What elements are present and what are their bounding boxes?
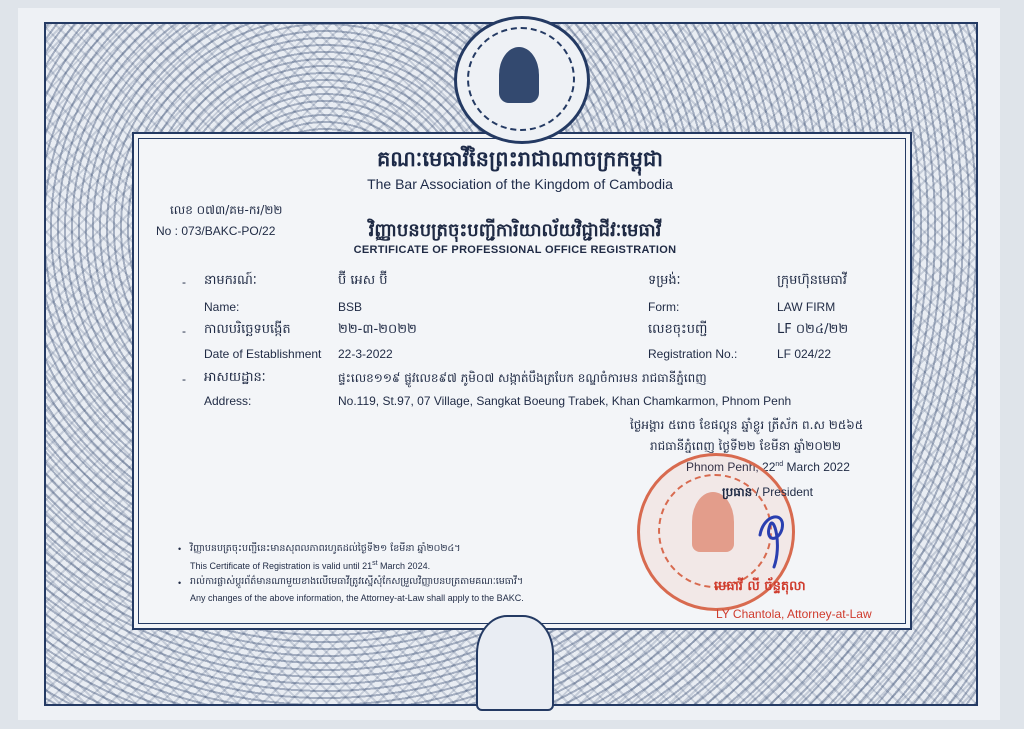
changes-note-khmer: រាល់ការផ្លាស់ប្តូរព័ត៌មានណាមួយខាងលើមេធាវីត្រូវស្នើសុំកែសម្រួលវិញ្ញាបនបត្រតាមគណៈមេធាវី។ [190,576,524,587]
establishment-label-english: Date of Establishment [204,347,322,361]
date-english-sup: nd [775,461,784,468]
registration-label-english: Registration No.: [648,347,738,361]
association-title-khmer: គណៈមេធាវីនៃព្រះរាជាណាចក្រកម្ពុជា [376,147,664,171]
form-value-khmer: ក្រុមហ៊ុនមេធាវី [777,273,847,288]
registration-label-khmer: លេខចុះបញ្ជី [648,322,708,337]
president-label-english: / President [752,485,813,499]
validity-note-suffix: March 2024. [377,561,431,571]
name-value-english: BSB [338,300,363,314]
address-label-khmer: អាសយដ្ឋានៈ [204,370,266,385]
president-signature [752,505,798,571]
certificate-title-english: CERTIFICATE OF PROFESSIONAL OFFICE REGISTRATION [353,244,677,256]
bar-association-seal-emblem [454,16,590,144]
establishment-value-khmer: ២២-៣-២០២២ [338,322,417,337]
registration-value-khmer: LF ០២៤/២២ [777,322,849,337]
certificate-title-khmer: វិញ្ញាបនបត្រចុះបញ្ជីការិយាល័យវិជ្ជាជីវៈមេធាវី [368,220,662,241]
field-dash: - [182,324,186,338]
form-label-khmer: ទម្រង់ៈ [648,273,681,288]
date-khmer-solar: រាជធានីភ្នំពេញ ថ្ងៃទី២២ ខែមីនា ឆ្នាំ២០២២ [650,439,842,453]
seal-deity-figure [499,47,539,103]
footnote-bullet: • [178,544,182,554]
changes-note-english: Any changes of the above information, the Attorney-at-Law shall apply to the BAKC. [190,593,524,603]
form-value-english: LAW FIRM [777,300,836,314]
president-name-english: LY Chantola, Attorney-at-Law [716,607,872,621]
footnote-bullet: • [178,578,182,588]
certificate-number-khmer: លេខ ០៧៣/គម-ករ/២២ [170,203,283,217]
registration-value-english: LF 024/22 [777,347,832,361]
address-value-khmer: ផ្ទះលេខ១១៩ ផ្លូវលេខ៩៧ ភូមិ០៧ សង្កាត់បឹងត្របែក ខណ្ឌចំការមន រាជធានីភ្នំពេញ [338,371,707,385]
validity-note-english [190,560,430,571]
bottom-ornament-emblem [476,615,554,711]
name-label-english: Name: [204,300,240,314]
president-title [722,484,813,502]
establishment-value-english: 22-3-2022 [338,347,393,361]
address-value-english: No.119, St.97, 07 Village, Sangkat Boeung Trabek, Khan Chamkarmon, Phnom Penh [338,394,792,408]
field-dash: - [182,372,186,386]
address-label-english: Address: [204,394,252,408]
validity-note-prefix: This Certificate of Registration is valid until 21 [190,561,373,571]
form-label-english: Form: [648,300,680,314]
date-english-prefix: Phnom Penh, 22 [686,460,776,474]
president-name-khmer: មេធាវី លី ច័ន្ទតុលា [714,579,806,594]
president-label-khmer: ប្រធាន [722,485,753,499]
date-english-suffix: March 2022 [783,460,850,474]
certificate-number-english: No : 073/BAKC-PO/22 [156,224,276,238]
field-dash: - [182,275,186,289]
establishment-label-khmer: កាលបរិច្ឆេទបង្កើត [204,322,291,337]
name-label-khmer: នាមករណ៍ៈ [204,273,257,288]
validity-note-khmer: វិញ្ញាបនបត្រចុះបញ្ជីនេះមានសុពលភាពរហូតដល់ថ្ងៃទី២១ ខែមីនា ឆ្នាំ២០២៤។ [190,543,461,554]
name-value-khmer: ប៊ី អេស ប៊ី [338,273,388,288]
validity-note-sup: st [372,560,378,567]
date-khmer-lunar: ថ្ងៃអង្គារ ៥រោច ខែផល្គុន ឆ្នាំខ្លូរ ត្រីស័ក ព.ស ២៥៦៥ [630,418,864,432]
association-title-english: The Bar Association of the Kingdom of Cambodia [367,176,673,192]
